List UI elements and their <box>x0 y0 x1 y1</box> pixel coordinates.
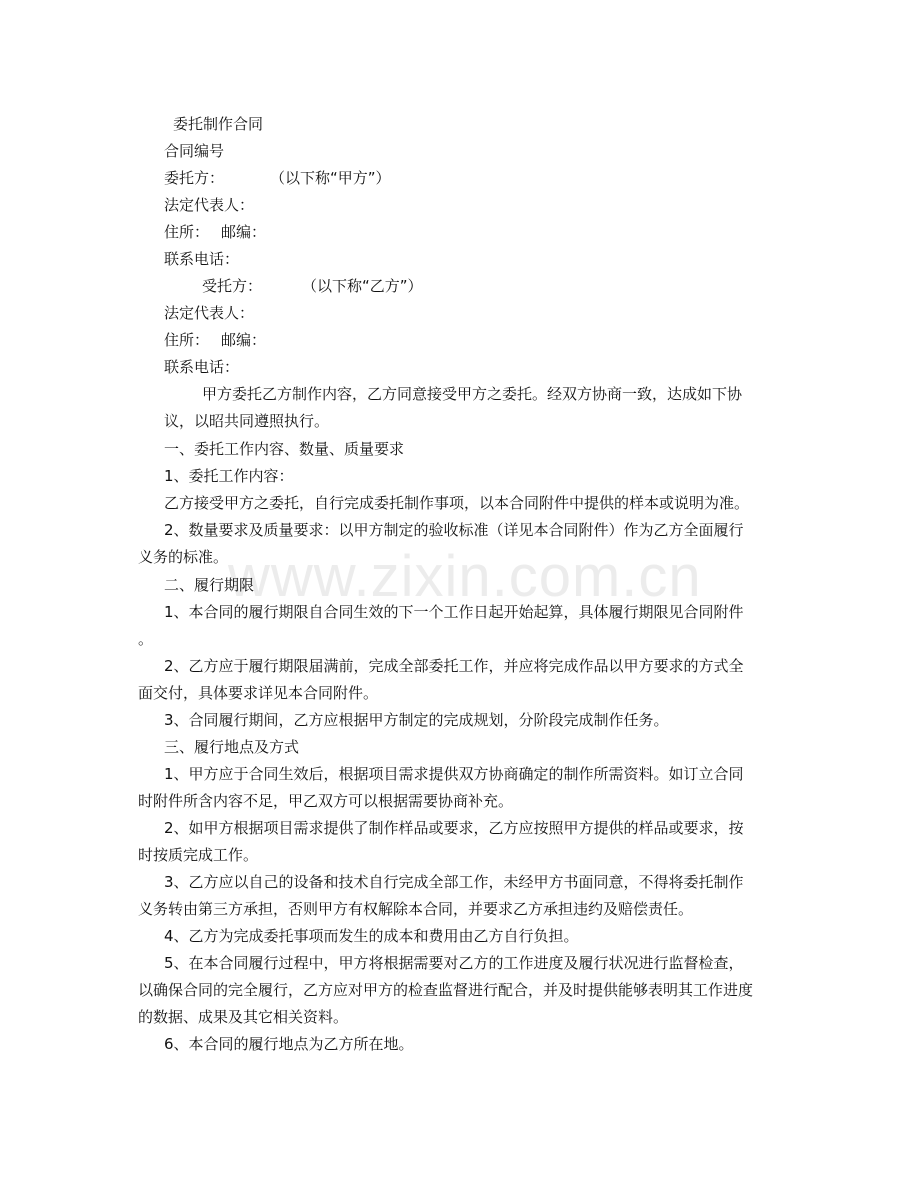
contract-number-label: 合同编号 <box>164 142 225 160</box>
section-3-heading: 三、履行地点及方式 <box>164 738 300 756</box>
watermark: www.zixin.com.cn <box>228 544 702 609</box>
party-b-address: 住所： <box>164 331 210 349</box>
party-b-address-line <box>164 330 266 350</box>
party-a-rep: 法定代表人： <box>164 196 255 214</box>
section-3-item-2-line-1: 2、如甲方根据项目需求提供了制作样品或要求，乙方应按照甲方提供的样品或要求，按 <box>164 819 744 837</box>
section-2-item-2-line-1: 2、乙方应于履行期限届满前，完成全部委托工作，并应将完成作品以甲方要求的方式全 <box>164 657 744 675</box>
section-3-item-5-line-1: 5、在本合同履行过程中，甲方将根据需要对乙方的工作进度及履行状况进行监督检查， <box>164 954 744 972</box>
party-a-address: 住所： <box>164 223 210 241</box>
section-2-item-2-line-2: 面交付，具体要求详见本合同附件。 <box>138 684 379 702</box>
party-b-alias: （以下称“乙方”） <box>302 277 423 295</box>
party-a-label: 委托方： <box>164 169 225 187</box>
section-1-item-2-line-1: 2、数量要求及质量要求：以甲方制定的验收标准（详见本合同附件）作为乙方全面履行 <box>164 521 744 539</box>
party-a-postcode: 邮编： <box>221 223 267 241</box>
section-2-item-1-line-1: 1、本合同的履行期限自合同生效的下一个工作日起开始起算，具体履行期限见合同附件 <box>164 603 744 621</box>
section-1-item-2-line-2: 义务的标准。 <box>138 548 229 566</box>
party-b-line <box>202 276 423 296</box>
party-a-line <box>164 168 391 188</box>
party-a-alias: （以下称“甲方”） <box>270 169 391 187</box>
section-1-item-1-text: 乙方接受甲方之委托，自行完成委托制作事项，以本合同附件中提供的样本或说明为准。 <box>164 494 750 512</box>
section-1-heading: 一、委托工作内容、数量、质量要求 <box>164 440 405 458</box>
contract-title: 委托制作合同 <box>173 115 264 133</box>
party-b-phone: 联系电话： <box>164 358 240 376</box>
intro-line-2: 议，以昭共同遵照执行。 <box>164 412 330 430</box>
section-3-item-5-line-2: 以确保合同的完全履行，乙方应对甲方的检查监督进行配合，并及时提供能够表明其工作进度 <box>138 981 754 999</box>
section-3-item-5-line-3: 的数据、成果及其它相关资料。 <box>138 1008 349 1026</box>
section-1-item-1-title: 1、委托工作内容： <box>164 467 294 485</box>
section-2-heading: 二、履行期限 <box>164 576 255 594</box>
party-b-label: 受托方： <box>202 277 263 295</box>
party-a-address-line <box>164 222 266 242</box>
section-3-item-2-line-2: 时按质完成工作。 <box>138 846 259 864</box>
section-3-item-6: 6、本合同的履行地点为乙方所在地。 <box>164 1035 414 1053</box>
party-b-postcode: 邮编： <box>221 331 267 349</box>
section-3-item-3-line-2: 义务转由第三方承担，否则甲方有权解除本合同，并要求乙方承担违约及赔偿责任。 <box>138 900 694 918</box>
section-3-item-3-line-1: 3、乙方应以自己的设备和技术自行完成全部工作，未经甲方书面同意，不得将委托制作 <box>164 873 744 891</box>
section-3-item-4: 4、乙方为完成委托事项而发生的成本和费用由乙方自行负担。 <box>164 927 579 945</box>
section-2-item-3: 3、合同履行期间，乙方应根据甲方制定的完成规划，分阶段完成制作任务。 <box>164 711 669 729</box>
party-b-rep: 法定代表人： <box>164 304 255 322</box>
section-3-item-1-line-2: 时附件所含内容不足，甲乙双方可以根据需要协商补充。 <box>138 792 514 810</box>
party-a-phone: 联系电话： <box>164 250 240 268</box>
intro-line-1: 甲方委托乙方制作内容，乙方同意接受甲方之委托。经双方协商一致，达成如下协 <box>202 385 743 403</box>
section-3-item-1-line-1: 1、甲方应于合同生效后，根据项目需求提供双方协商确定的制作所需资料。如订立合同 <box>164 765 744 783</box>
section-2-item-1-line-2: 。 <box>138 630 154 648</box>
